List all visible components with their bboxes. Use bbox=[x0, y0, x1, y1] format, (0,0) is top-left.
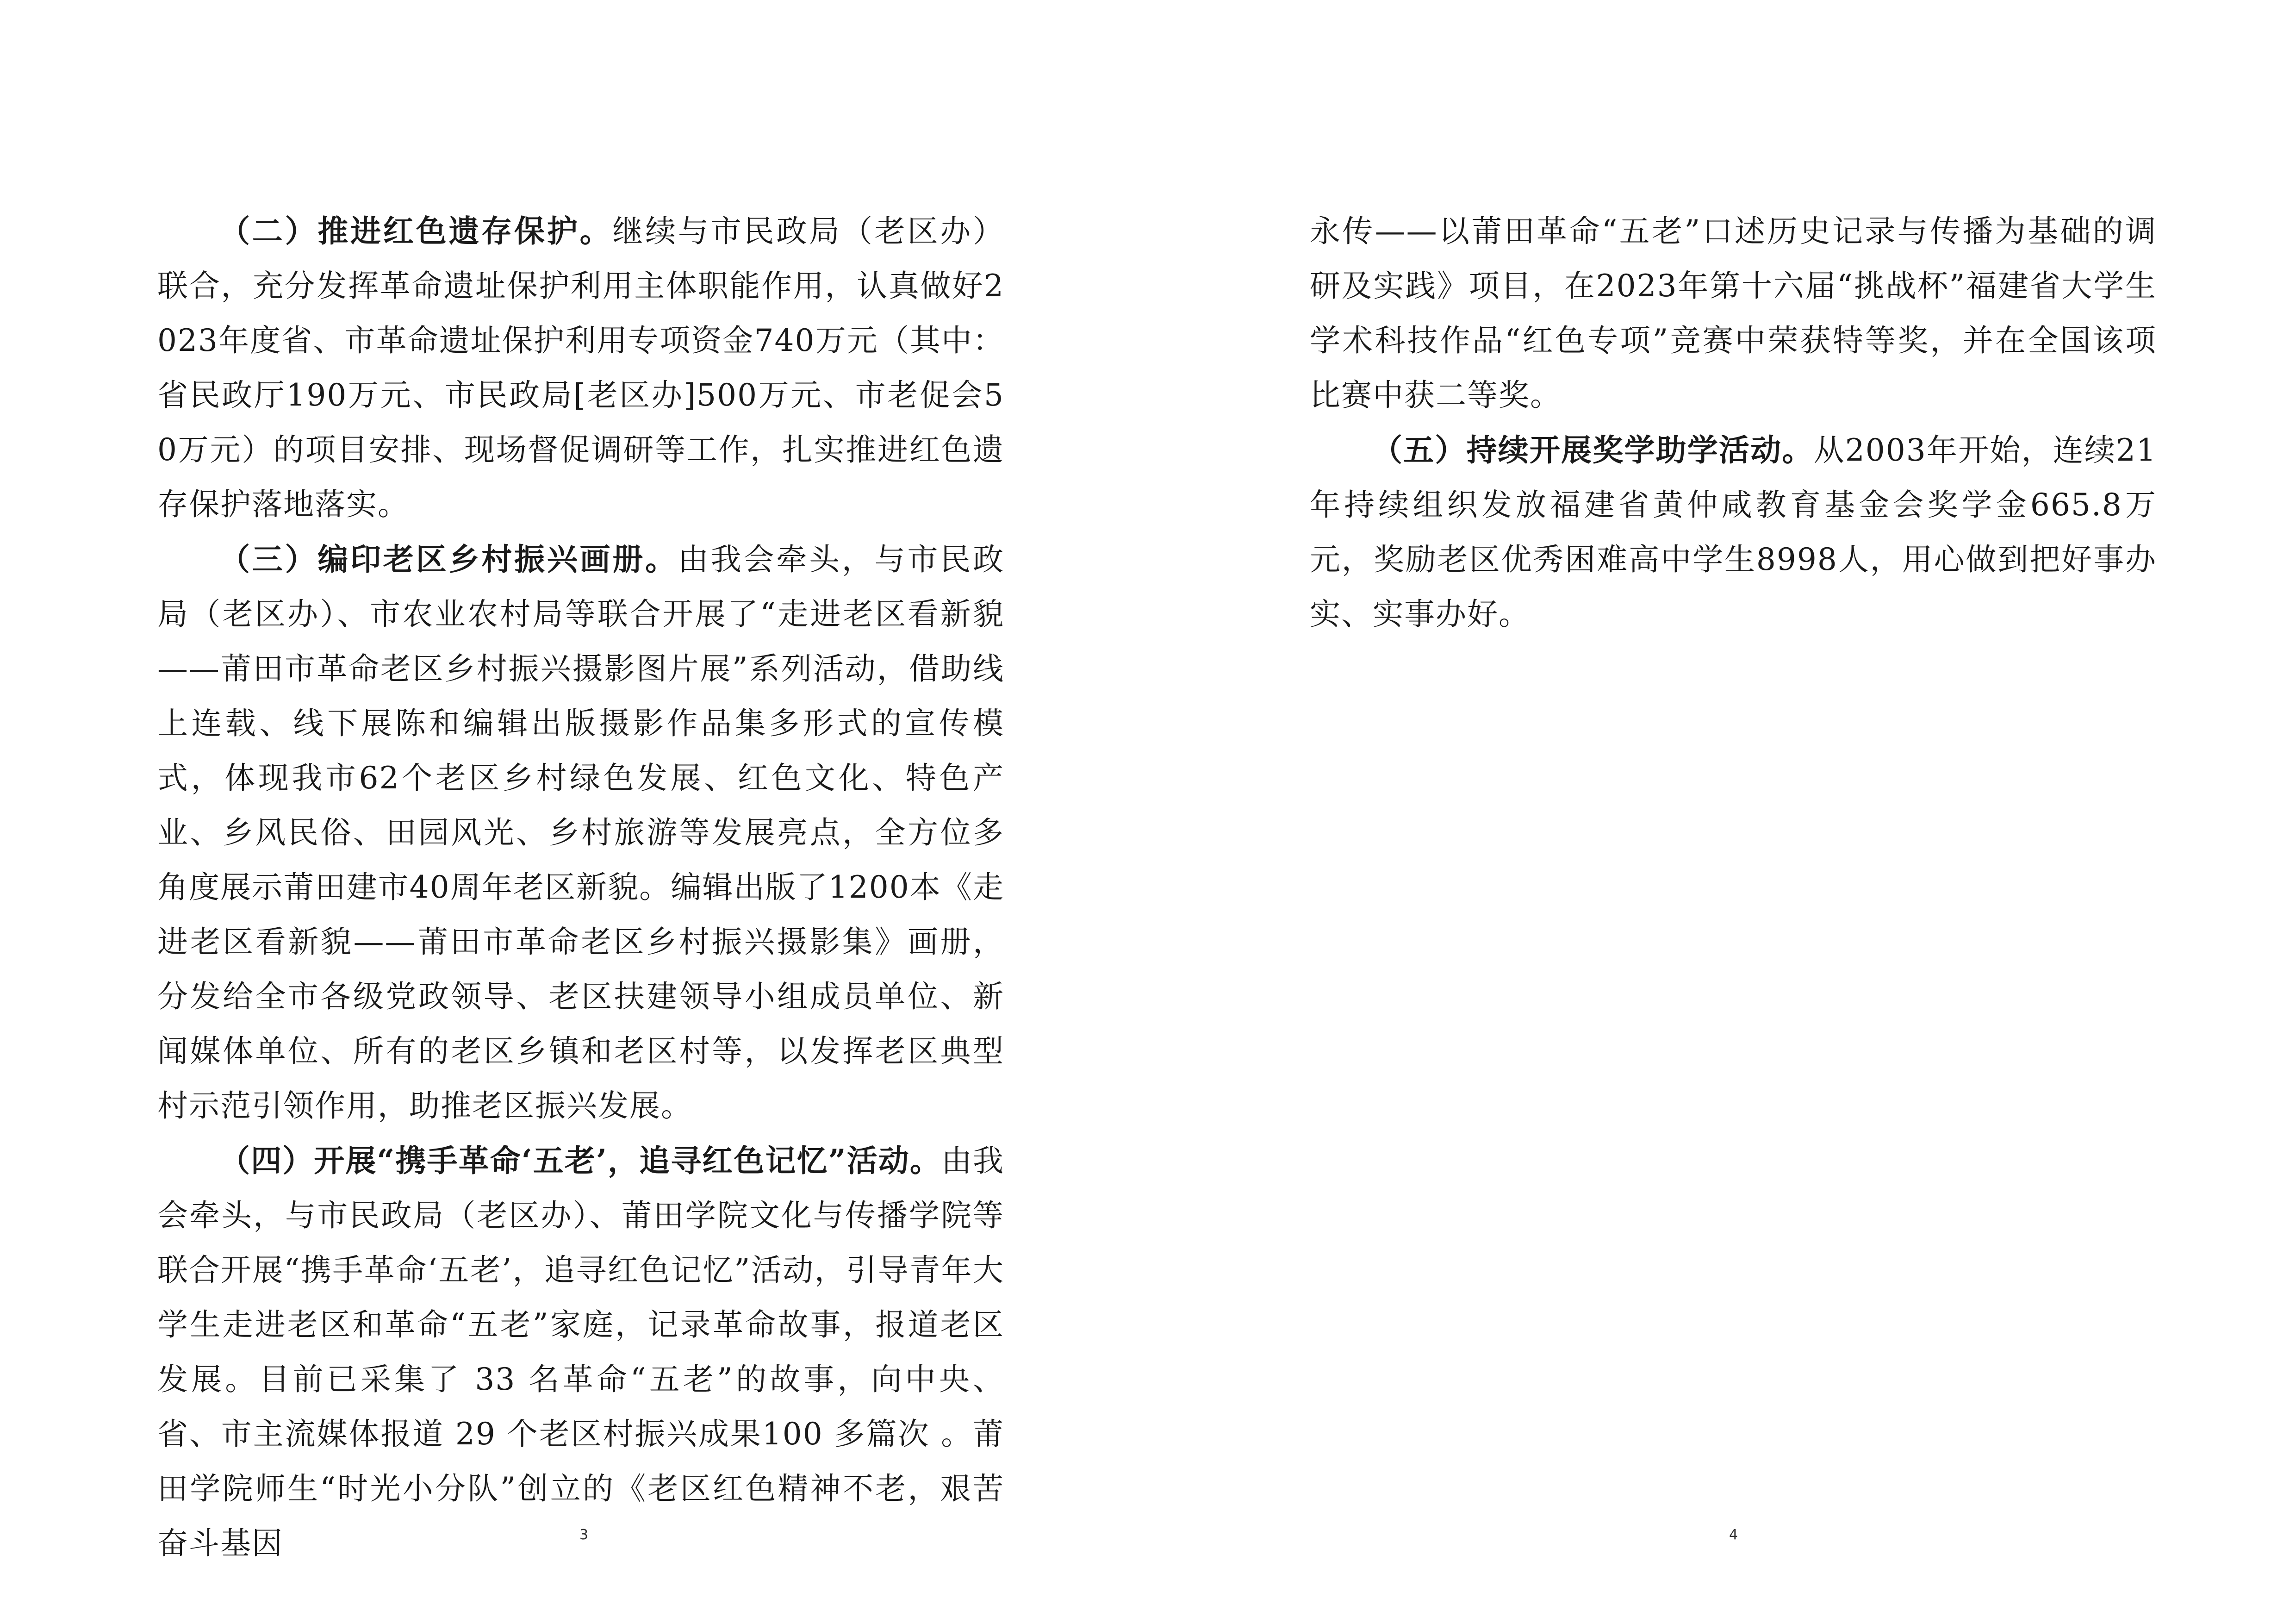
section-4-continuation-body: 永传——以莆田革命“五老”口述历史记录与传播为基础的调研及实践》项目，在2023年第十六届“挑战杯”福建省大学生学术科技作品“红色专项”竞赛中荣获特等奖，并在全国该项比赛中获二等奖。 bbox=[1310, 213, 2157, 413]
section-2-paragraph bbox=[157, 204, 1004, 532]
section-2-heading: （二）推进红色遗存保护。 bbox=[219, 213, 613, 249]
section-4-body: 由我会牵头，与市民政局（老区办）、莆田学院文化与传播学院等联合开展“携手革命‘五老’，追寻红色记忆”活动，引导青年大学生走进老区和革命“五老”家庭，记录革命故事，报道老区发展。目前已采集了 33 名革命“五老”的故事，向中央、省、市主流媒体报道 29 个老区村振兴成果100 多篇次 。莆田学院师生“时光小分队”创立的《老区红色精神不老，艰苦奋斗基因 bbox=[157, 1143, 1005, 1561]
section-3-body: 由我会牵头，与市民政局（老区办）、市农业农村局等联合开展了“走进老区看新貌——莆田市革命老区乡村振兴摄影图片展”系列活动，借助线上连载、线下展陈和编辑出版摄影作品集多形式的宣传模式，体现我市62个老区乡村绿色发展、红色文化、特色产业、乡风民俗、田园风光、乡村旅游等发展亮点，全方位多角度展示莆田建市40周年老区新貌。编辑出版了1200本《走进老区看新貌——莆田市革命老区乡村振兴摄影集》画册，分发给全市各级党政领导、老区扶建领导小组成员单位、新闻媒体单位、所有的老区乡镇和老区村等，以发挥老区典型村示范引领作用，助推老区振兴发展。 bbox=[157, 542, 1005, 1124]
page-number: 4 bbox=[1729, 1527, 1738, 1543]
section-5-paragraph bbox=[1310, 423, 2157, 642]
section-4-paragraph bbox=[157, 1133, 1004, 1571]
page-number: 3 bbox=[579, 1527, 589, 1543]
section-4-heading: （四）开展“携手革命‘五老’，追寻红色记忆”活动。 bbox=[219, 1143, 941, 1179]
section-5-body: 从2003年开始，连续21年持续组织发放福建省黄仲咸教育基金会奖学金665.8万元，奖励老区优秀困难高中学生8998人，用心做到把好事办实、实事办好。 bbox=[1310, 432, 2157, 632]
section-3-heading: （三）编印老区乡村振兴画册。 bbox=[219, 541, 678, 577]
section-4-continuation-paragraph bbox=[1310, 204, 2157, 423]
section-2-body: 继续与市民政局（老区办）联合，充分发挥革命遗址保护利用主体职能作用，认真做好2023年度省、市革命遗址保护利用专项资金740万元（其中：省民政厅190万元、市民政局[老区办]500万元、市老促会50万元）的项目安排、现场督促调研等工作，扎实推进红色遗存保护落地落实。 bbox=[157, 213, 1005, 522]
page-4-text-column bbox=[1310, 204, 2157, 642]
page-4 bbox=[1148, 0, 2296, 1624]
section-5-heading: （五）持续开展奖学助学活动。 bbox=[1372, 432, 1814, 468]
section-3-paragraph bbox=[157, 532, 1004, 1133]
page-3-text-column bbox=[157, 204, 1004, 1571]
